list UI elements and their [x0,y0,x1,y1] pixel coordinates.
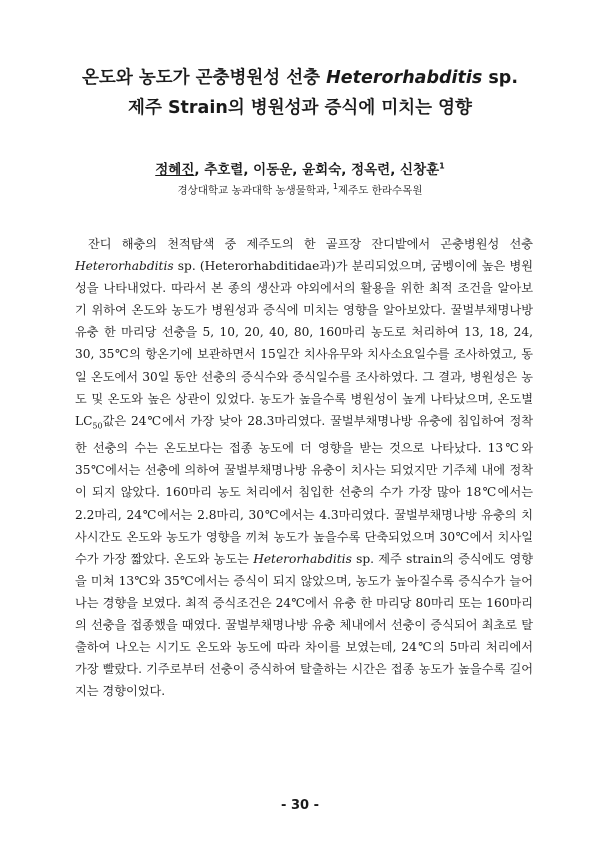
species-name: Heterorhabditis [75,259,174,274]
title-text: 온도와 농도가 곤충병원성 선충 [82,68,327,88]
abstract-text: sp. 제주 strain의 증식에도 영향을 미쳐 13℃와 35℃에서는 증식이 되지 않았으며, 농도가 높아질수록 증식수가 늘어나는 경향을 보였다. 최적 증식조건은 24℃에서 유충 한 마리당 80마리 또는 160마리의 선충을 접종했을 때였다. 꿀벌부채명나방 유충 체내에서 선충이 증식되어 최초로 탈출하여 나오는 시기도 온도와 농도에 따라 차이를 보였는데, 24℃의 5마리 처리에서 가장 빨랐다. 기주로부터 선충이 증식하여 탈출하는 시간은 접종 농도가 높을수록 길어지는 경향이었다. [75,551,533,699]
abstract-text: sp. (Heterorhabditidae과)가 분리되었으며, 굼벵이에 높은 병원성을 나타내었다. 따라서 본 종의 생산과 야외에서의 활용을 위한 최적 조건을 알아보기 위하여 온도와 농도가 병원성과 증식에 미치는 영향을 알아보았다. 꿀벌부채명나방 유충 한 마리당 선충을 5, 10, 20, 40, 80, 160마리 농도로 처리하여 13, 18, 24, 30, 35℃의 항온기에 보관하면서 15일간 치사유무와 치사소요일수를 조사하였고, 동일 온도에서 30일 동안 선충의 증식수와 증식일수를 조사하였다. 그 결과, 병원성은 농도 및 온도와 높은 상관이 있었다. 농도가 높을수록 병원성이 높게 나타났으며, 온도별 LC [75,259,533,428]
species-name: Heterorhabditis [253,551,352,566]
title-species-name: Heterorhabditis [326,68,483,88]
abstract-body [75,233,533,702]
lc-subscript: 50 [92,421,103,431]
author-affiliation-mark: 1 [439,161,445,171]
affiliation-second: 제주도 한라수목원 [337,184,423,197]
abstract-text: 잔디 해충의 천적탐색 중 제주도의 한 골프장 잔디밭에서 곤충병원성 선충 [88,237,533,251]
author-list [0,158,600,178]
affiliation-line [0,182,600,198]
affiliation-main: 경상대학교 농과대학 농생물학과, [177,184,333,197]
page-number: - 30 - [281,798,319,813]
first-author: 정혜진 [155,162,195,178]
title-text-suffix: sp. [482,68,518,88]
paper-title-line-1 [0,63,600,93]
abstract-text: 값은 24℃에서 가장 낮아 28.3마리였다. 꿀벌부채명나방 유충에 침입하여 정착한 선충의 수는 온도보다는 접종 농도에 더 영향을 받는 것으로 나타났다. 13℃와 35℃에서는 선충에 의하여 꿀벌부채명나방 유충이 치사는 되었지만 기주체 내에 정착이 되지 않았다. 160마리 농도 처리에서 침입한 선충의 수가 가장 많아 18℃에서는 2.2마리, 24℃에서는 2.8마리, 30℃에서는 4.3마리였다. 꿀벌부채명나방 유충의 치사시간도 온도와 농도가 영향을 끼쳐 농도가 높을수록 단축되었으며 30℃에서 치사일수가 가장 짧았다. 온도와 농도는 [75,413,533,566]
abstract-paragraph [75,233,533,702]
paper-title-line-2: 제주 Strain의 병원성과 증식에 미치는 영향 [128,98,472,118]
affiliation-mark: 1 [332,182,338,191]
co-authors: , 추호렬, 이동운, 윤회숙, 정옥련, 신창훈 [194,162,440,178]
